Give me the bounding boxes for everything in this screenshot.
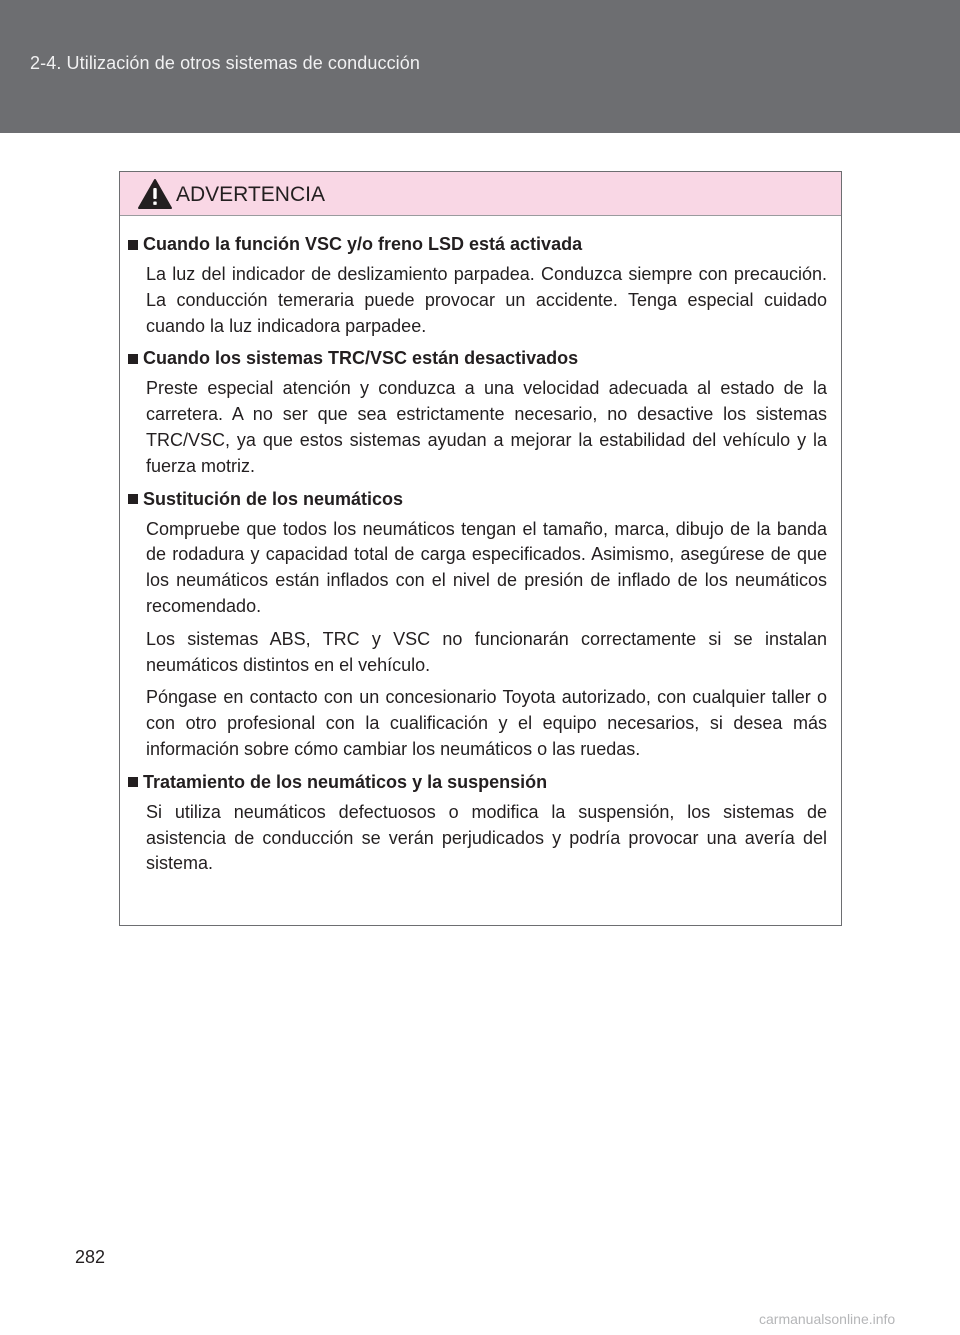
section-heading-text: Sustitución de los neumáticos [143,488,404,509]
section-heading [128,770,827,795]
warning-triangle-icon [137,178,173,210]
section-paragraph: Póngase en contacto con un concesionario Toyota autorizado, con cualquier taller o con otro profesional con la cualificación y el equipo necesarios, si desea más información sobre cómo cambiar los neumáticos o las ruedas. [146,687,827,759]
section-heading-text: Cuando la función VSC y/o freno LSD está activada [143,234,583,254]
warning-title: ADVERTENCIA [176,183,325,206]
section-title: 2-4. Utilización de otros sistemas de conducción [30,53,420,73]
section-heading-text: Cuando los sistemas TRC/VSC están desactivados [143,348,579,369]
section-paragraph: Preste especial atención y conduzca a una velocidad adecuada al estado de la carretera. A no ser que sea estrictamente necesario, no desactive los sistemas TRC/VSC, ya que estos sistemas ayudan a mejorar la estabilidad del vehículo y la fuerza motriz. [146,378,827,476]
section-paragraph: La luz del indicador de deslizamiento parpadea. Conduzca siempre con precaución. La conducción temeraria puede provocar un accidente. Tenga especial cuidado cuando la luz indicadora parpadee. [146,264,827,336]
warning-section [128,232,827,339]
section-heading-text: Tratamiento de los neumáticos y la suspensión [143,771,548,792]
section-paragraph: Los sistemas ABS, TRC y VSC no funcionarán correctamente si se instalan neumáticos distintos en el vehículo. [146,628,827,675]
section-heading [128,346,827,371]
warning-box [119,171,842,926]
warning-section [128,770,827,877]
header-band [0,0,960,133]
square-bullet-icon [128,240,138,250]
page-number: 282 [75,1247,106,1267]
warning-section [128,346,827,479]
warning-section [128,487,827,763]
square-bullet-icon [128,354,138,364]
section-heading [128,487,827,512]
square-bullet-icon [128,777,138,787]
square-bullet-icon [128,494,138,504]
warning-header [120,172,841,216]
warning-body [120,216,841,877]
section-paragraph: Compruebe que todos los neumáticos tengan el tamaño, marca, dibujo de la banda de rodadura y capacidad total de carga especificados. Asimismo, asegúrese de que los neumáticos están inflados con el nivel de presión de inflado de los neumáticos recomendado. [146,518,827,616]
section-heading [128,232,827,257]
watermark: carmanualsonline.info [759,1311,896,1327]
section-paragraph: Si utiliza neumáticos defectuosos o modifica la suspensión, los sistemas de asistencia de conducción se verán perjudicados y podría provocar una avería del sistema. [146,801,827,874]
